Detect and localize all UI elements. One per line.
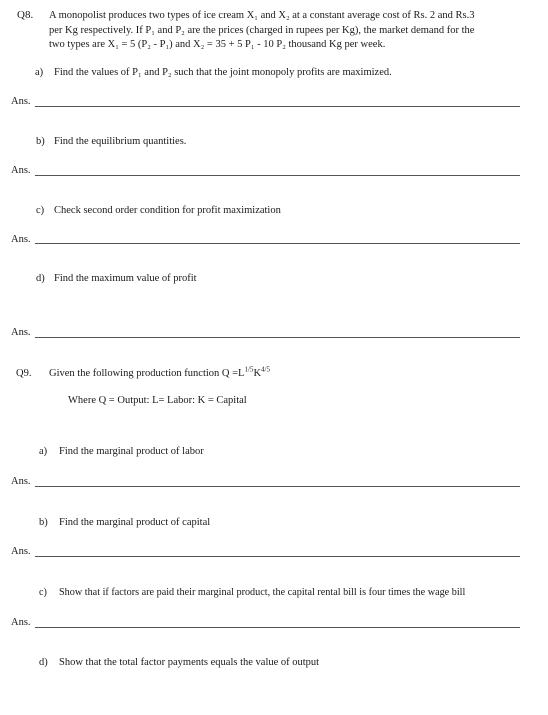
q9-part-c-label: c) — [39, 587, 47, 598]
q8-part-a-text: Find the values of P₁ and P₂ such that the joint monopoly profits are maximized. — [54, 67, 392, 78]
q9-number: Q9. — [16, 368, 32, 379]
q8-part-c-label: c) — [36, 205, 45, 216]
answer-label: Ans. — [11, 476, 31, 487]
q8-part-a-label: a) — [35, 67, 44, 78]
q8-line-3: two types are X₁ = 5 (P₂ - P₁) and X₂ = 35 + 5 P₁ - 10 P₂ thousand Kg per week. — [49, 39, 386, 50]
q8-part-b-text: Find the equilibrium quantities. — [54, 136, 187, 147]
answer-line[interactable] — [35, 175, 520, 176]
answer-label: Ans. — [11, 546, 31, 557]
q8-part-d-label: d) — [36, 273, 45, 284]
answer-label: Ans. — [11, 327, 31, 338]
q9-function-text: Given the following production function Q =L — [49, 368, 245, 379]
q8-part-c-text: Check second order condition for profit maximization — [54, 205, 281, 216]
q9-part-c-text: Show that if factors are paid their marginal product, the capital rental bill is four times the wage bill — [59, 587, 466, 598]
q9-part-a-label: a) — [39, 446, 48, 457]
q8-part-d-text: Find the maximum value of profit — [54, 273, 197, 284]
q9-line-1 — [49, 365, 270, 379]
q9-exponent-labor: 1/5 — [244, 365, 254, 374]
answer-line[interactable] — [35, 337, 520, 338]
answer-label: Ans. — [11, 234, 31, 245]
q9-exponent-capital: 4/5 — [261, 365, 270, 374]
q9-part-d-text: Show that the total factor payments equals the value of output — [59, 657, 320, 668]
q9-part-b-text: Find the marginal product of capital — [59, 517, 211, 528]
q8-line-1: A monopolist produces two types of ice cream X₁ and X₂ at a constant average cost of Rs. 2 and Rs.3 — [49, 10, 475, 21]
answer-line[interactable] — [35, 556, 520, 557]
answer-label: Ans. — [11, 96, 31, 107]
q9-line-2: Where Q = Output: L= Labor: K = Capital — [68, 395, 247, 406]
answer-line[interactable] — [35, 243, 520, 244]
answer-label: Ans. — [11, 617, 31, 628]
answer-line[interactable] — [35, 106, 520, 107]
q9-part-b-label: b) — [39, 517, 48, 528]
q8-part-b-label: b) — [36, 136, 45, 147]
q9-part-d-label: d) — [39, 657, 48, 668]
answer-line[interactable] — [35, 627, 520, 628]
answer-line[interactable] — [35, 486, 520, 487]
q8-number: Q8. — [17, 9, 34, 21]
q9-capital-symbol: K — [253, 368, 262, 379]
q8-line-2: per Kg respectively. If P₁ and P₂ are the prices (charged in rupees per Kg), the market demand for the — [49, 24, 475, 36]
answer-label: Ans. — [11, 165, 31, 176]
q9-part-a-text: Find the marginal product of labor — [59, 446, 204, 457]
